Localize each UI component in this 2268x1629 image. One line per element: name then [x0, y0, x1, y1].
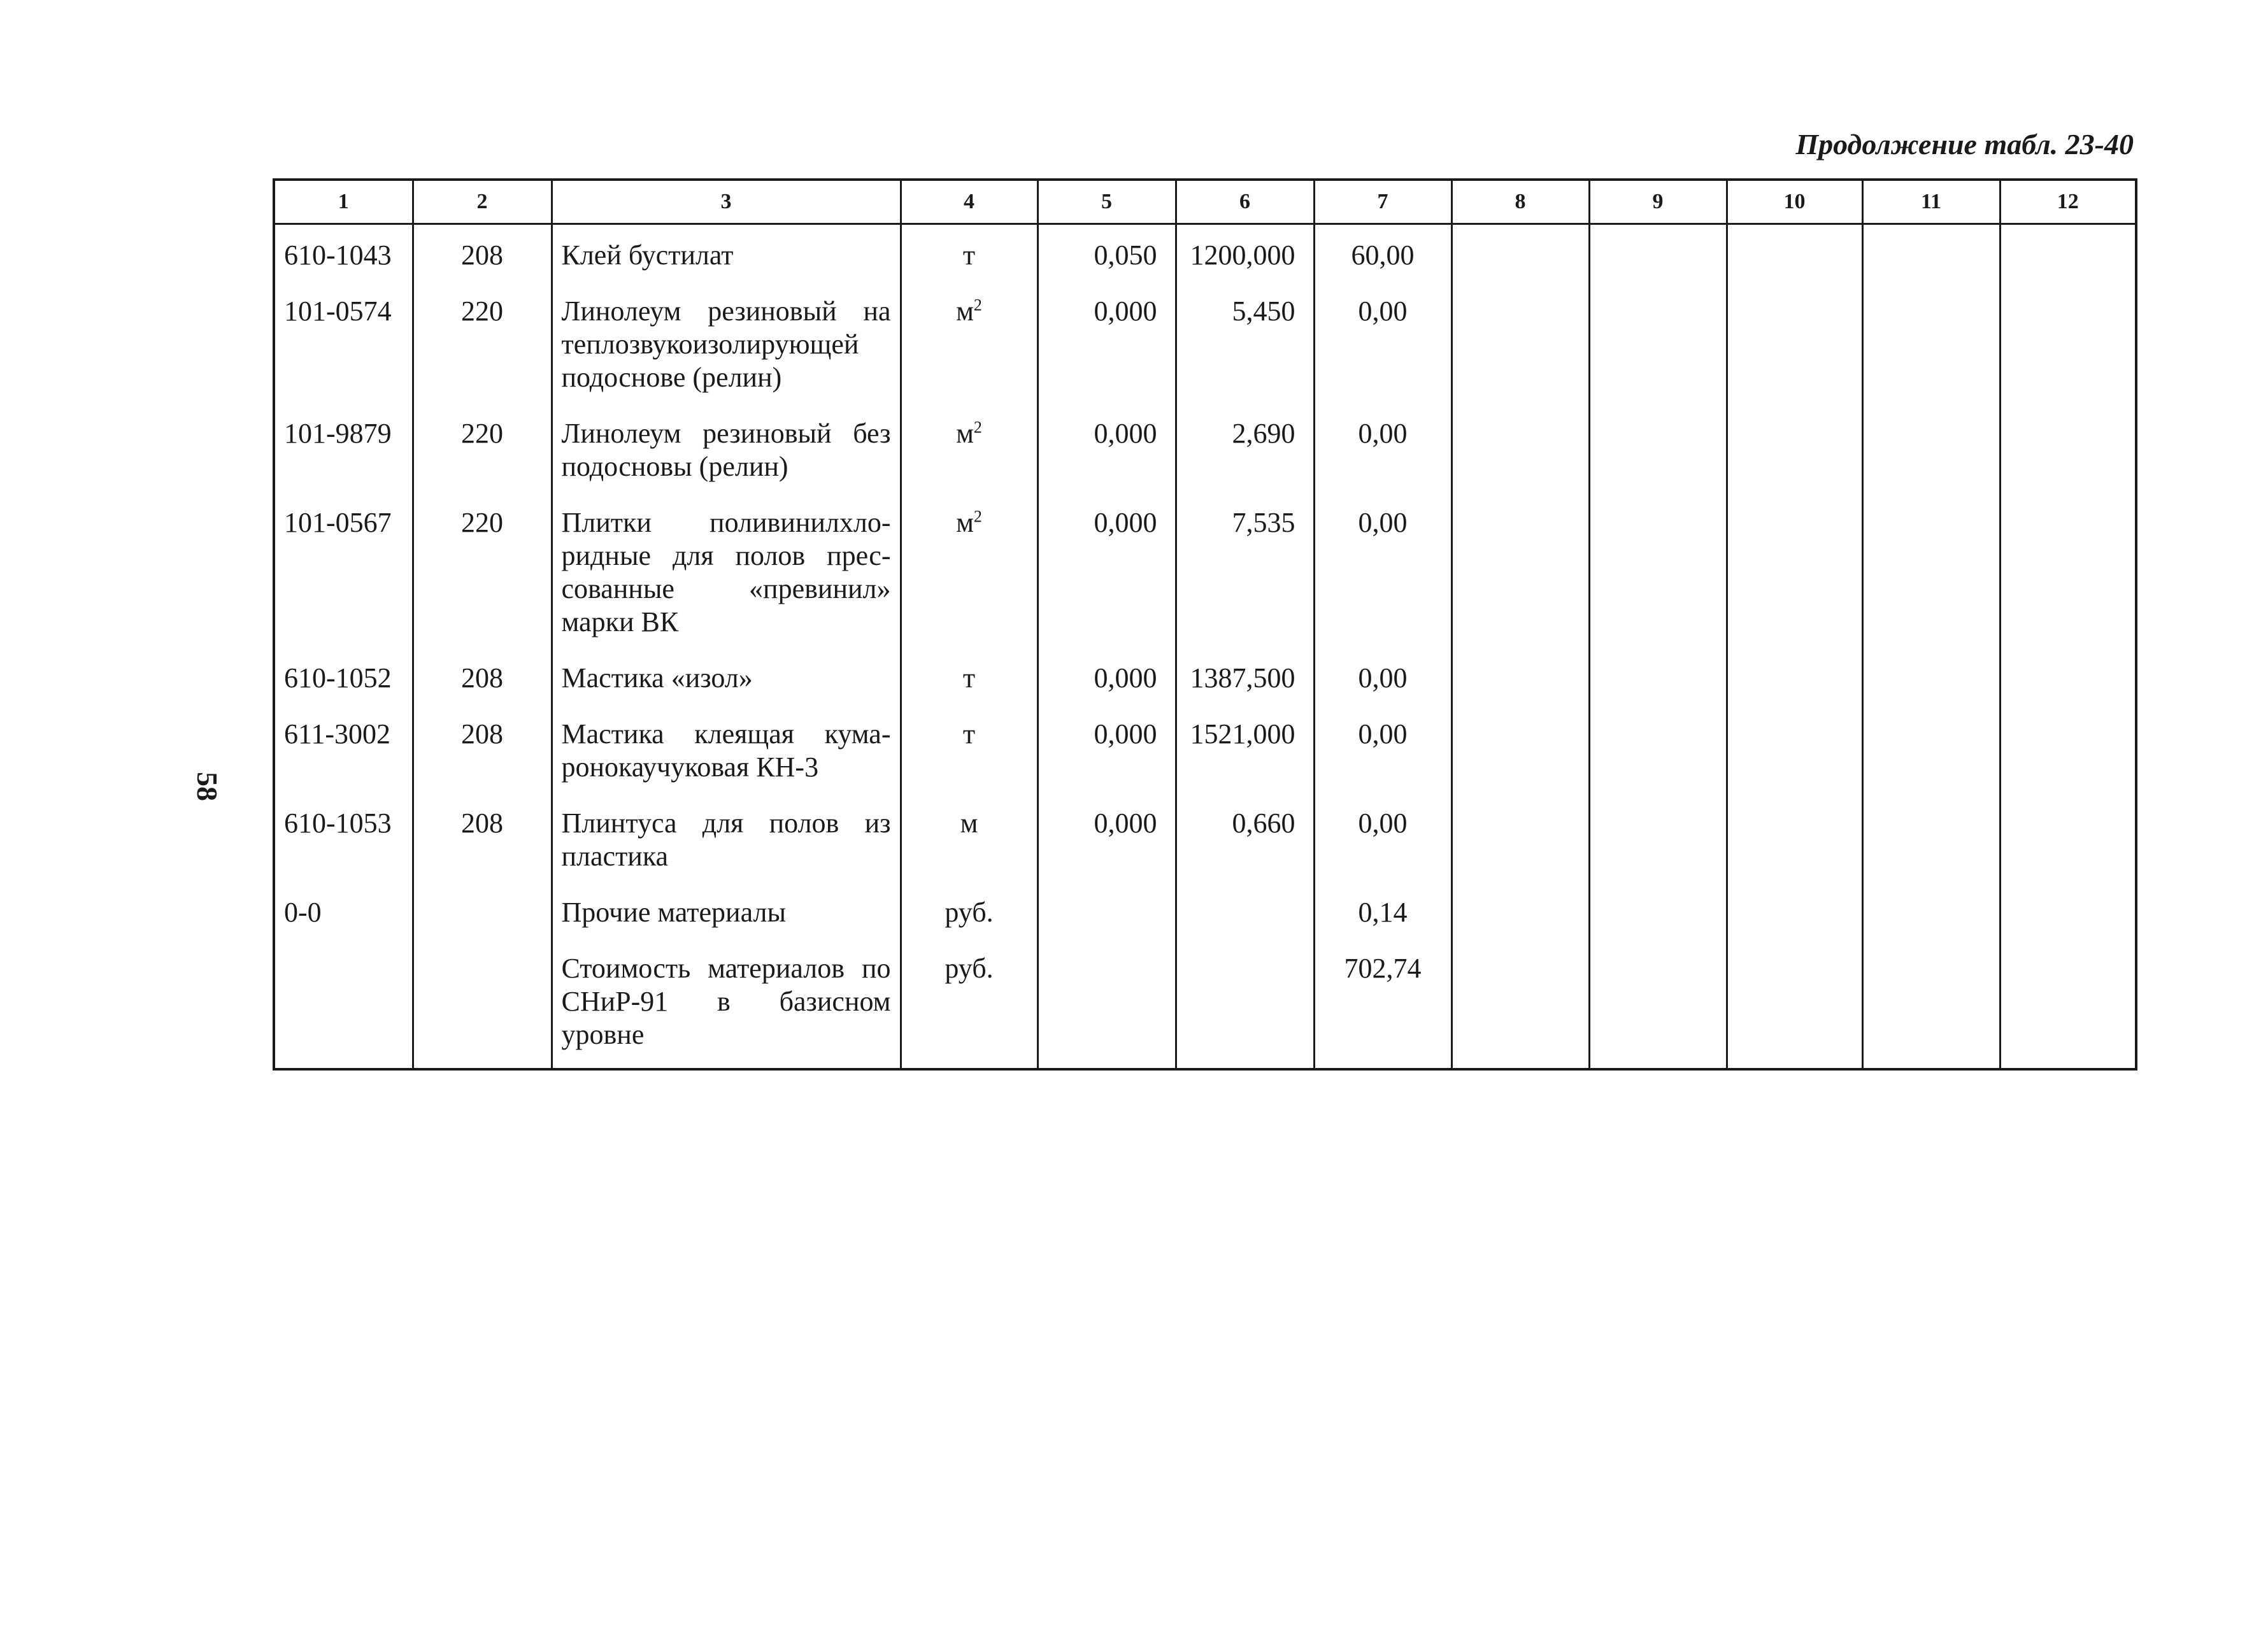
group-cell: 208: [413, 224, 552, 281]
header-cell: 7: [1314, 180, 1451, 224]
table-row: [274, 224, 2136, 281]
header-row: [274, 180, 2136, 224]
group-cell: 208: [413, 648, 552, 704]
empty-cell: [2000, 403, 2136, 492]
empty-cell: [1451, 704, 1589, 793]
empty-cell: [1727, 882, 1862, 938]
empty-cell: [2000, 281, 2136, 403]
price-cell: 0,660: [1176, 793, 1314, 882]
empty-cell: [2000, 882, 2136, 938]
unit-cell: [901, 403, 1038, 492]
cost-cell: 0,00: [1314, 492, 1451, 648]
unit-text: м: [956, 418, 974, 449]
empty-cell: [1451, 492, 1589, 648]
quantity-cell: [1038, 938, 1176, 1069]
code-cell: 101-9879: [274, 403, 413, 492]
empty-cell: [1727, 938, 1862, 1069]
header-cell: 4: [901, 180, 1038, 224]
code-cell: 610-1043: [274, 224, 413, 281]
empty-cell: [1862, 704, 2000, 793]
unit-text: м: [960, 807, 978, 839]
name-cell: Мастика клеящая кума-ронокаучуковая КН-3: [552, 704, 901, 793]
group-cell: 208: [413, 793, 552, 882]
empty-cell: [1589, 704, 1727, 793]
price-cell: [1176, 882, 1314, 938]
empty-cell: [1589, 224, 1727, 281]
group-cell: [413, 882, 552, 938]
table-row: [274, 648, 2136, 704]
table-row: [274, 492, 2136, 648]
table-caption: Продолжение табл. 23-40: [1795, 128, 2134, 160]
price-cell: 1521,000: [1176, 704, 1314, 793]
price-cell: 2,690: [1176, 403, 1314, 492]
name-cell: Клей бустилат: [552, 224, 901, 281]
cost-cell: 0,14: [1314, 882, 1451, 938]
price-cell: [1176, 938, 1314, 1069]
group-cell: 208: [413, 704, 552, 793]
empty-cell: [1589, 882, 1727, 938]
header-cell: 1: [274, 180, 413, 224]
quantity-cell: 0,000: [1038, 492, 1176, 648]
cost-cell: 702,74: [1314, 938, 1451, 1069]
header-cell: 11: [1862, 180, 2000, 224]
name-cell: Плинтуса для полов из пластика: [552, 793, 901, 882]
unit-cell: [901, 492, 1038, 648]
unit-cell: [901, 938, 1038, 1069]
name-cell: Мастика «изол»: [552, 648, 901, 704]
header-cell: 3: [552, 180, 901, 224]
empty-cell: [1451, 882, 1589, 938]
empty-cell: [1589, 492, 1727, 648]
materials-table: [273, 178, 2137, 1071]
unit-cell: [901, 648, 1038, 704]
unit-cell: [901, 882, 1038, 938]
code-cell: 610-1053: [274, 793, 413, 882]
code-cell: 101-0574: [274, 281, 413, 403]
price-cell: 1387,500: [1176, 648, 1314, 704]
table-row: [274, 938, 2136, 1069]
quantity-cell: 0,000: [1038, 704, 1176, 793]
empty-cell: [1862, 882, 2000, 938]
cost-cell: 0,00: [1314, 704, 1451, 793]
empty-cell: [1727, 224, 1862, 281]
empty-cell: [1727, 704, 1862, 793]
unit-text: м: [956, 295, 974, 327]
quantity-cell: 0,000: [1038, 281, 1176, 403]
empty-cell: [1589, 648, 1727, 704]
code-cell: 610-1052: [274, 648, 413, 704]
cost-cell: 0,00: [1314, 648, 1451, 704]
empty-cell: [1451, 224, 1589, 281]
unit-superscript: 2: [973, 418, 982, 437]
table-row: [274, 403, 2136, 492]
cost-cell: 0,00: [1314, 281, 1451, 403]
table-row: [274, 281, 2136, 403]
quantity-cell: [1038, 882, 1176, 938]
empty-cell: [1451, 648, 1589, 704]
unit-text: т: [962, 662, 976, 694]
empty-cell: [1589, 281, 1727, 403]
empty-cell: [1451, 938, 1589, 1069]
unit-cell: [901, 224, 1038, 281]
header-cell: 8: [1451, 180, 1589, 224]
price-cell: 5,450: [1176, 281, 1314, 403]
group-cell: 220: [413, 403, 552, 492]
header-cell: 2: [413, 180, 552, 224]
unit-text: т: [962, 239, 976, 271]
group-cell: 220: [413, 492, 552, 648]
price-cell: 1200,000: [1176, 224, 1314, 281]
quantity-cell: 0,000: [1038, 648, 1176, 704]
name-cell: Линолеум резиновый на теплозвукоизолирующей подоснове (релин): [552, 281, 901, 403]
empty-cell: [1862, 492, 2000, 648]
unit-text: руб.: [945, 953, 994, 984]
empty-cell: [2000, 224, 2136, 281]
cost-cell: 0,00: [1314, 793, 1451, 882]
empty-cell: [1727, 648, 1862, 704]
empty-cell: [1862, 224, 2000, 281]
empty-cell: [2000, 793, 2136, 882]
quantity-cell: 0,000: [1038, 403, 1176, 492]
empty-cell: [1589, 938, 1727, 1069]
empty-cell: [2000, 704, 2136, 793]
cost-cell: 60,00: [1314, 224, 1451, 281]
name-cell: Линолеум резиновый без подосновы (релин): [552, 403, 901, 492]
unit-text: руб.: [945, 897, 994, 928]
name-cell: Стоимость материалов по СНиР-91 в базисном уровне: [552, 938, 901, 1069]
table-body: [274, 224, 2136, 1070]
empty-cell: [2000, 492, 2136, 648]
empty-cell: [1589, 793, 1727, 882]
header-cell: 10: [1727, 180, 1862, 224]
empty-cell: [1727, 281, 1862, 403]
table-row: [274, 793, 2136, 882]
unit-cell: [901, 704, 1038, 793]
empty-cell: [1451, 793, 1589, 882]
table-row: [274, 704, 2136, 793]
group-cell: 220: [413, 281, 552, 403]
code-cell: 611-3002: [274, 704, 413, 793]
cost-cell: 0,00: [1314, 403, 1451, 492]
table-row: [274, 882, 2136, 938]
code-cell: 101-0567: [274, 492, 413, 648]
name-cell: Плитки поливинилхло-ридные для полов прес-сованные «превинил» марки ВК: [552, 492, 901, 648]
empty-cell: [1727, 793, 1862, 882]
header-cell: 12: [2000, 180, 2136, 224]
code-cell: 0-0: [274, 882, 413, 938]
empty-cell: [1862, 938, 2000, 1069]
empty-cell: [1862, 793, 2000, 882]
name-cell: Прочие материалы: [552, 882, 901, 938]
empty-cell: [1451, 403, 1589, 492]
empty-cell: [1451, 281, 1589, 403]
empty-cell: [1727, 403, 1862, 492]
unit-superscript: 2: [973, 295, 982, 315]
quantity-cell: 0,000: [1038, 793, 1176, 882]
page-number: 58: [191, 772, 224, 801]
empty-cell: [2000, 648, 2136, 704]
code-cell: [274, 938, 413, 1069]
unit-text: т: [962, 718, 976, 750]
group-cell: [413, 938, 552, 1069]
empty-cell: [1727, 492, 1862, 648]
empty-cell: [2000, 938, 2136, 1069]
header-cell: 5: [1038, 180, 1176, 224]
empty-cell: [1862, 281, 2000, 403]
unit-cell: [901, 793, 1038, 882]
empty-cell: [1862, 403, 2000, 492]
unit-cell: [901, 281, 1038, 403]
header-cell: 6: [1176, 180, 1314, 224]
empty-cell: [1862, 648, 2000, 704]
quantity-cell: 0,050: [1038, 224, 1176, 281]
unit-text: м: [956, 507, 974, 538]
empty-cell: [1589, 403, 1727, 492]
header-cell: 9: [1589, 180, 1727, 224]
price-cell: 7,535: [1176, 492, 1314, 648]
unit-superscript: 2: [973, 507, 982, 526]
